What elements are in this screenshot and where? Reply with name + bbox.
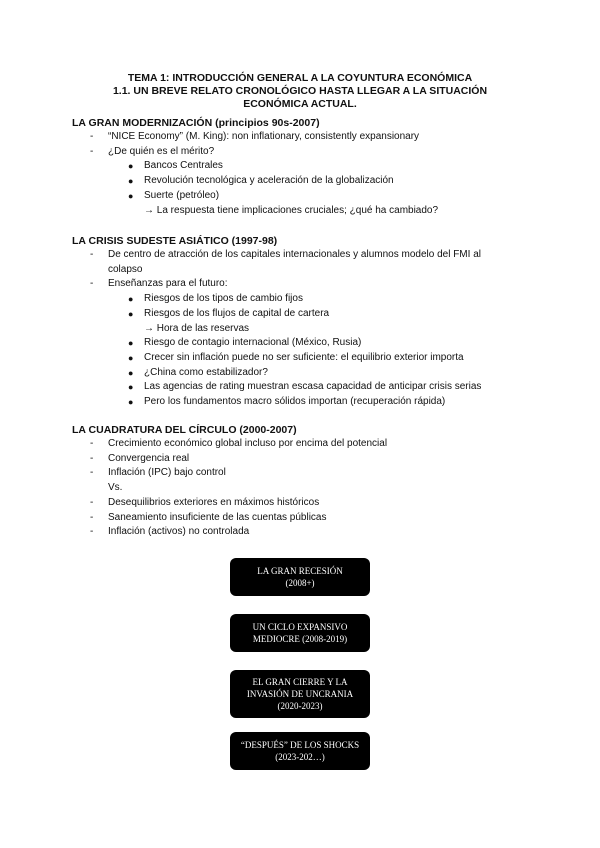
section-heading: LA CUADRATURA DEL CÍRCULO (2000-2007) <box>72 424 297 436</box>
sub-list-item: ● Bancos Centrales <box>72 159 552 174</box>
bullet-marker: ● <box>128 397 134 408</box>
bullet-marker: ● <box>128 367 134 378</box>
versus-label: Vs. <box>108 482 123 494</box>
title-line-2: 1.1. UN BREVE RELATO CRONOLÓGICO HASTA LLEGAR A LA SITUACIÓN <box>112 85 488 97</box>
list-continuation: colapso <box>108 263 143 275</box>
list-item: - Crecimiento económico global incluso por encima del potencial <box>72 437 552 452</box>
box-ciclo-expansivo: UN CICLO EXPANSIVO MEDIOCRE (2008-2019) <box>230 614 370 652</box>
sub-list-item: ● Riesgos de los flujos de capital de cartera <box>72 307 552 322</box>
box-despues-shocks: “DESPUÉS” DE LOS SHOCKS (2023-202…) <box>230 732 370 770</box>
bullet-marker: ● <box>128 190 134 201</box>
list-item: - Inflación (IPC) bajo control <box>72 466 552 481</box>
list-item: - Saneamiento insuficiente de las cuentas públicas <box>72 511 552 526</box>
sub-list-item: ● Las agencias de rating muestran escasa capacidad de anticipar crisis serias <box>72 380 552 395</box>
section-gran-modernizacion <box>72 116 552 218</box>
bullet-marker: ● <box>128 308 134 319</box>
sub-list-item: ● Riesgo de contagio internacional (México, Rusia) <box>72 336 552 351</box>
list-item: - Enseñanzas para el futuro: <box>72 277 552 292</box>
dash-marker: - <box>90 438 94 449</box>
sub-list-item: ● Revolución tecnológica y aceleración de la globalización <box>72 174 552 189</box>
dash-marker: - <box>90 249 94 260</box>
dash-marker: - <box>90 511 94 523</box>
section-heading: LA GRAN MODERNIZACIÓN (principios 90s-2007) <box>72 117 320 129</box>
dash-marker: - <box>90 496 94 508</box>
dash-marker: - <box>90 467 94 479</box>
sub-list-continuation: → Hora de las reservas <box>144 322 250 334</box>
sub-list-item: ● Riesgos de los tipos de cambio fijos <box>72 292 552 307</box>
document-title <box>60 72 540 111</box>
section-crisis-sudeste-asiatico <box>72 234 552 410</box>
section-heading: LA CRISIS SUDESTE ASIÁTICO (1997-98) <box>72 235 278 247</box>
list-item: - Convergencia real <box>72 452 552 467</box>
dash-marker: - <box>90 131 94 142</box>
sub-list-item: ● Crecer sin inflación puede no ser suficiente: el equilibrio exterior importa <box>72 351 552 366</box>
dash-marker: - <box>90 452 94 464</box>
list-item: - De centro de atracción de los capitales internacionales y alumnos modelo del FMI al <box>72 248 552 263</box>
bullet-marker: ● <box>128 294 134 305</box>
sub-list-item: ● Pero los fundamentos macro sólidos importan (recuperación rápida) <box>72 395 552 410</box>
list-item: - “NICE Economy” (M. King): non inflationary, consistently expansionary <box>72 130 552 145</box>
box-gran-recesion: LA GRAN RECESIÓN (2008+) <box>230 558 370 596</box>
title-line-3: ECONÓMICA ACTUAL. <box>243 98 357 110</box>
dash-marker: - <box>90 145 94 157</box>
sub-list-item: ● ¿China como estabilizador? <box>72 366 552 381</box>
bullet-marker: ● <box>128 161 134 172</box>
dash-marker: - <box>90 278 94 290</box>
list-item: - Inflación (activos) no controlada <box>72 525 552 540</box>
sub-list-continuation: → La respuesta tiene implicaciones cruciales; ¿qué ha cambiado? <box>144 204 439 216</box>
section-cuadratura-del-circulo <box>72 423 552 540</box>
bullet-marker: ● <box>128 338 134 349</box>
title-line-1: TEMA 1: INTRODUCCIÓN GENERAL A LA COYUNTURA ECONÓMICA <box>127 72 473 84</box>
box-gran-cierre: EL GRAN CIERRE Y LA INVASIÓN DE UNCRANIA (2020-2023) <box>230 670 370 718</box>
sub-list-item: ● Suerte (petróleo) <box>72 189 552 204</box>
bullet-marker: ● <box>128 176 134 187</box>
list-item: - Desequilibrios exteriores en máximos históricos <box>72 496 552 511</box>
dash-marker: - <box>90 526 94 538</box>
bullet-marker: ● <box>128 382 134 393</box>
list-item: - ¿De quién es el mérito? <box>72 145 552 160</box>
bullet-marker: ● <box>128 352 134 363</box>
